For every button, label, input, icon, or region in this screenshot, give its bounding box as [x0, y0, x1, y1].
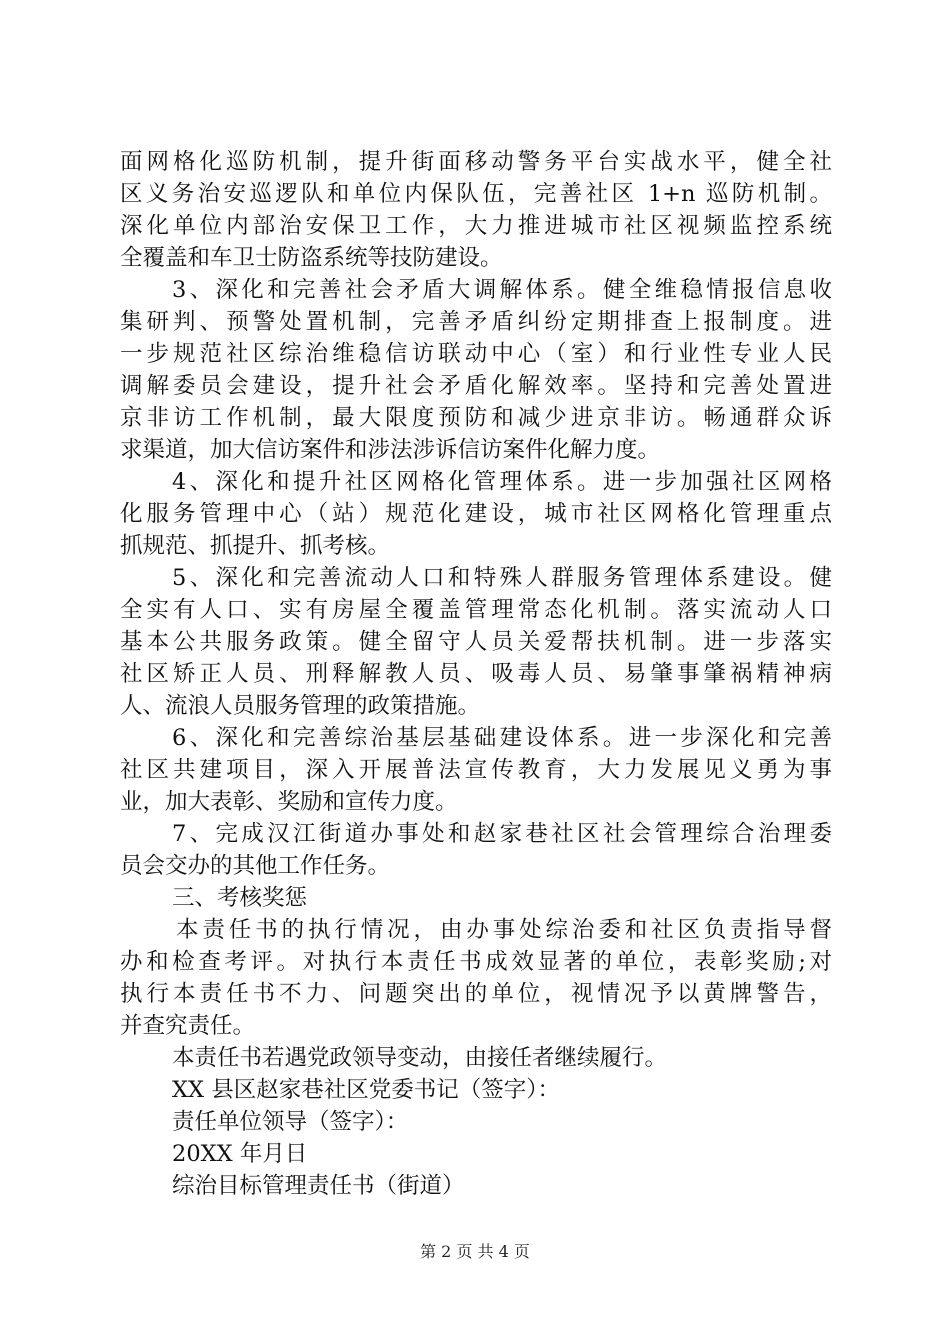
page-number-footer: 第 2 页 共 4 页 [420, 1242, 530, 1261]
text-line: 深化单位内部治安保卫工作，大力推进城市社区视频监控系统 [120, 213, 832, 239]
text-line: 京非访工作机制，最大限度预防和减少进京非访。畅通群众诉 [120, 405, 832, 431]
text-line: 6、深化和完善综治基层基础建设体系。进一步深化和完善 [172, 725, 832, 751]
text-line: 本责任书若遇党政领导变动，由接任者继续履行。 [172, 1045, 668, 1071]
text-line: 求渠道，加大信访案件和涉法涉诉信访案件化解力度。 [120, 437, 661, 463]
text-line: 调解委员会建设，提升社会矛盾化解效率。坚持和完善处置进 [120, 373, 832, 399]
text-line: 本责任书的执行情况，由办事处综治委和社区负责指导督 [176, 917, 832, 943]
text-line: 7、完成汉江街道办事处和赵家巷社区社会管理综合治理委 [172, 821, 832, 847]
text-line: 社区共建项目，深入开展普法宣传教育，大力发展见义勇为事 [120, 757, 832, 783]
document-title-line: 综治目标管理责任书（街道） [172, 1173, 465, 1199]
text-line: 员会交办的其他工作任务。 [120, 853, 391, 879]
text-line: 全实有人口、实有房屋全覆盖管理常态化机制。落实流动人口 [120, 597, 832, 623]
text-line: 5、深化和完善流动人口和特殊人群服务管理体系建设。健 [172, 565, 832, 591]
text-line: 抓规范、抓提升、抓考核。 [120, 533, 391, 559]
text-line: 面网格化巡防机制，提升街面移动警务平台实战水平，健全社 [120, 149, 832, 175]
text-line: 执行本责任书不力、问题突出的单位，视情况予以黄牌警告， [120, 981, 832, 1007]
text-line: 区义务治安巡逻队和单位内保队伍，完善社区 1+n 巡防机制。 [120, 181, 832, 207]
text-line: 全覆盖和车卫士防盗系统等技防建设。 [120, 245, 503, 271]
text-line: 人、流浪人员服务管理的政策措施。 [120, 693, 481, 719]
text-line: 基本公共服务政策。健全留守人员关爱帮扶机制。进一步落实 [120, 629, 832, 655]
date-line: 20XX 年月日 [172, 1141, 308, 1167]
text-line: 业，加大表彰、奖励和宣传力度。 [120, 789, 458, 815]
text-line: 一步规范社区综治维稳信访联动中心（室）和行业性专业人民 [120, 341, 832, 367]
text-line: 并查究责任。 [120, 1013, 256, 1039]
text-line: 办和检查考评。对执行本责任书成效显著的单位，表彰奖励;对 [120, 949, 832, 975]
document-body [120, 146, 832, 1202]
text-line: 集研判、预警处置机制，完善矛盾纠纷定期排查上报制度。进 [120, 309, 832, 335]
signature-line: XX 县区赵家巷社区党委书记（签字）： [172, 1077, 560, 1103]
text-line: 社区矫正人员、刑释解教人员、吸毒人员、易肇事肇祸精神病 [120, 661, 832, 687]
text-line: 4、深化和提升社区网格化管理体系。进一步加强社区网格 [172, 469, 832, 495]
text-line: 3、深化和完善社会矛盾大调解体系。健全维稳情报信息收 [172, 277, 832, 303]
section-heading: 三、考核奖惩 [172, 885, 308, 911]
text-line: 化服务管理中心（站）规范化建设，城市社区网格化管理重点 [120, 501, 832, 527]
signature-line: 责任单位领导（签字）： [172, 1109, 409, 1135]
